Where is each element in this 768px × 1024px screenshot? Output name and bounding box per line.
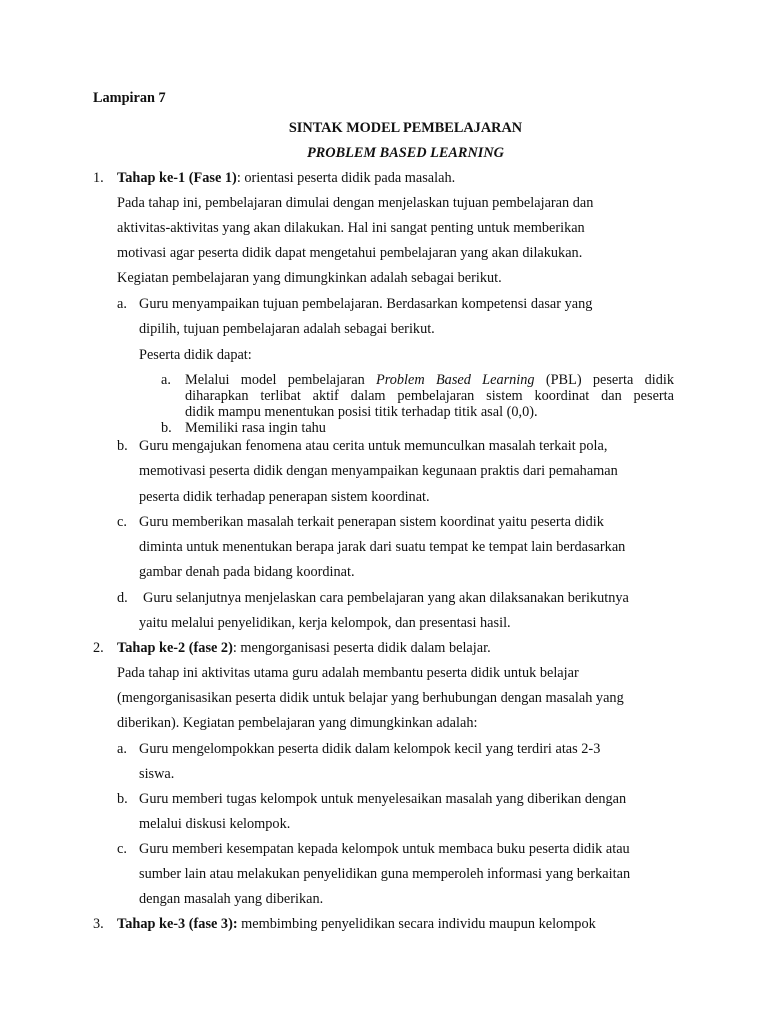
- document-title: SINTAK MODEL PEMBELAJARAN: [288, 120, 523, 136]
- step-number: 2.: [93, 640, 104, 656]
- list-marker: d.: [117, 590, 128, 606]
- paragraph-line: aktivitas-aktivitas yang akan dilakukan. Hal ini sangat penting untuk memberikan: [117, 220, 585, 236]
- list-item-line: Guru menyampaikan tujuan pembelajaran. Berdasarkan kompetensi dasar yang: [139, 296, 593, 312]
- list-item-line: peserta didik terhadap penerapan sistem koordinat.: [139, 489, 430, 505]
- step-label: Tahap ke-3 (fase 3):: [117, 916, 238, 932]
- list-item-line: memotivasi peserta didik dengan menyampaikan kegunaan praktis dari pemahaman: [139, 463, 618, 479]
- list-item-line: sumber lain atau melakukan penyelidikan guna memperoleh informasi yang berkaitan: [139, 866, 631, 882]
- sub-list-item-line: didik mampu menentukan posisi titik terhadap titik asal (0,0).: [185, 404, 538, 420]
- list-marker: c.: [117, 841, 127, 857]
- list-marker: a.: [117, 296, 127, 312]
- list-item-line: dipilih, tujuan pembelajaran adalah sebagai berikut.: [139, 321, 435, 337]
- list-item-line: Guru selanjutnya menjelaskan cara pembelajaran yang akan dilaksanakan berikutnya: [143, 590, 629, 606]
- list-item-line: diminta untuk menentukan berapa jarak dari suatu tempat ke tempat lain berdasarkan: [139, 539, 626, 555]
- appendix-heading: Lampiran 7: [93, 90, 166, 106]
- paragraph-line: Pada tahap ini aktivitas utama guru adalah membantu peserta didik untuk belajar: [117, 665, 579, 681]
- step-2-heading: [117, 639, 491, 657]
- pbl-italic-term: Problem Based Learning: [375, 372, 535, 388]
- paragraph-line: motivasi agar peserta didik dapat mengetahui pembelajaran yang akan dilakukan.: [117, 245, 583, 261]
- list-item-line: gambar denah pada bidang koordinat.: [139, 564, 355, 580]
- step-number: 1.: [93, 170, 104, 186]
- list-marker: a.: [117, 741, 127, 757]
- step-label: Tahap ke-1 (Fase 1): [117, 170, 237, 186]
- list-item-line: Peserta didik dapat:: [139, 347, 252, 363]
- list-item-line: Guru mengajukan fenomena atau cerita untuk memunculkan masalah terkait pola,: [139, 438, 608, 454]
- document-subtitle: PROBLEM BASED LEARNING: [306, 145, 505, 161]
- step-description: : orientasi peserta didik pada masalah.: [236, 170, 456, 186]
- sub-list-marker: b.: [161, 420, 172, 436]
- list-marker: b.: [117, 438, 128, 454]
- step-description: : mengorganisasi peserta didik dalam belajar.: [232, 640, 491, 656]
- list-item-line: Guru mengelompokkan peserta didik dalam kelompok kecil yang terdiri atas 2-3: [139, 741, 601, 757]
- step-number: 3.: [93, 916, 104, 932]
- list-item-line: Guru memberi tugas kelompok untuk menyelesaikan masalah yang diberikan dengan: [139, 791, 627, 807]
- list-item-line: Guru memberi kesempatan kepada kelompok untuk membaca buku peserta didik atau: [139, 841, 630, 857]
- sub-list-item-line: Memiliki rasa ingin tahu: [185, 420, 326, 436]
- list-item-line: dengan masalah yang diberikan.: [139, 891, 324, 907]
- list-item-line: melalui diskusi kelompok.: [139, 816, 291, 832]
- list-item-line: Guru memberikan masalah terkait penerapan sistem koordinat yaitu peserta didik: [139, 514, 604, 530]
- list-marker: b.: [117, 791, 128, 807]
- paragraph-line: Kegiatan pembelajaran yang dimungkinkan adalah sebagai berikut.: [117, 270, 502, 286]
- paragraph-line: diberikan). Kegiatan pembelajaran yang dimungkinkan adalah:: [117, 715, 478, 731]
- paragraph-line: (mengorganisasikan peserta didik untuk belajar yang berhubungan dengan masalah yang: [117, 690, 624, 706]
- step-1-heading: [117, 169, 455, 187]
- sub-list-marker: a.: [161, 372, 171, 388]
- step-description: membimbing penyelidikan secara individu maupun kelompok: [237, 916, 596, 932]
- paragraph-line: Pada tahap ini, pembelajaran dimulai dengan menjelaskan tujuan pembelajaran dan: [117, 195, 594, 211]
- list-item-line: siswa.: [139, 766, 175, 782]
- sub-list-item-line: Melalui model pembelajaran Problem Based Learning (PBL) peserta didik: [185, 372, 674, 388]
- sub-list-item-line: diharapkan terlibat aktif dalam pembelajaran sistem koordinat dan peserta: [185, 388, 674, 404]
- step-3-heading: [117, 915, 596, 933]
- list-marker: c.: [117, 514, 127, 530]
- list-item-line: yaitu melalui penyelidikan, kerja kelompok, dan presentasi hasil.: [139, 615, 511, 631]
- step-label: Tahap ke-2 (fase 2): [117, 640, 233, 656]
